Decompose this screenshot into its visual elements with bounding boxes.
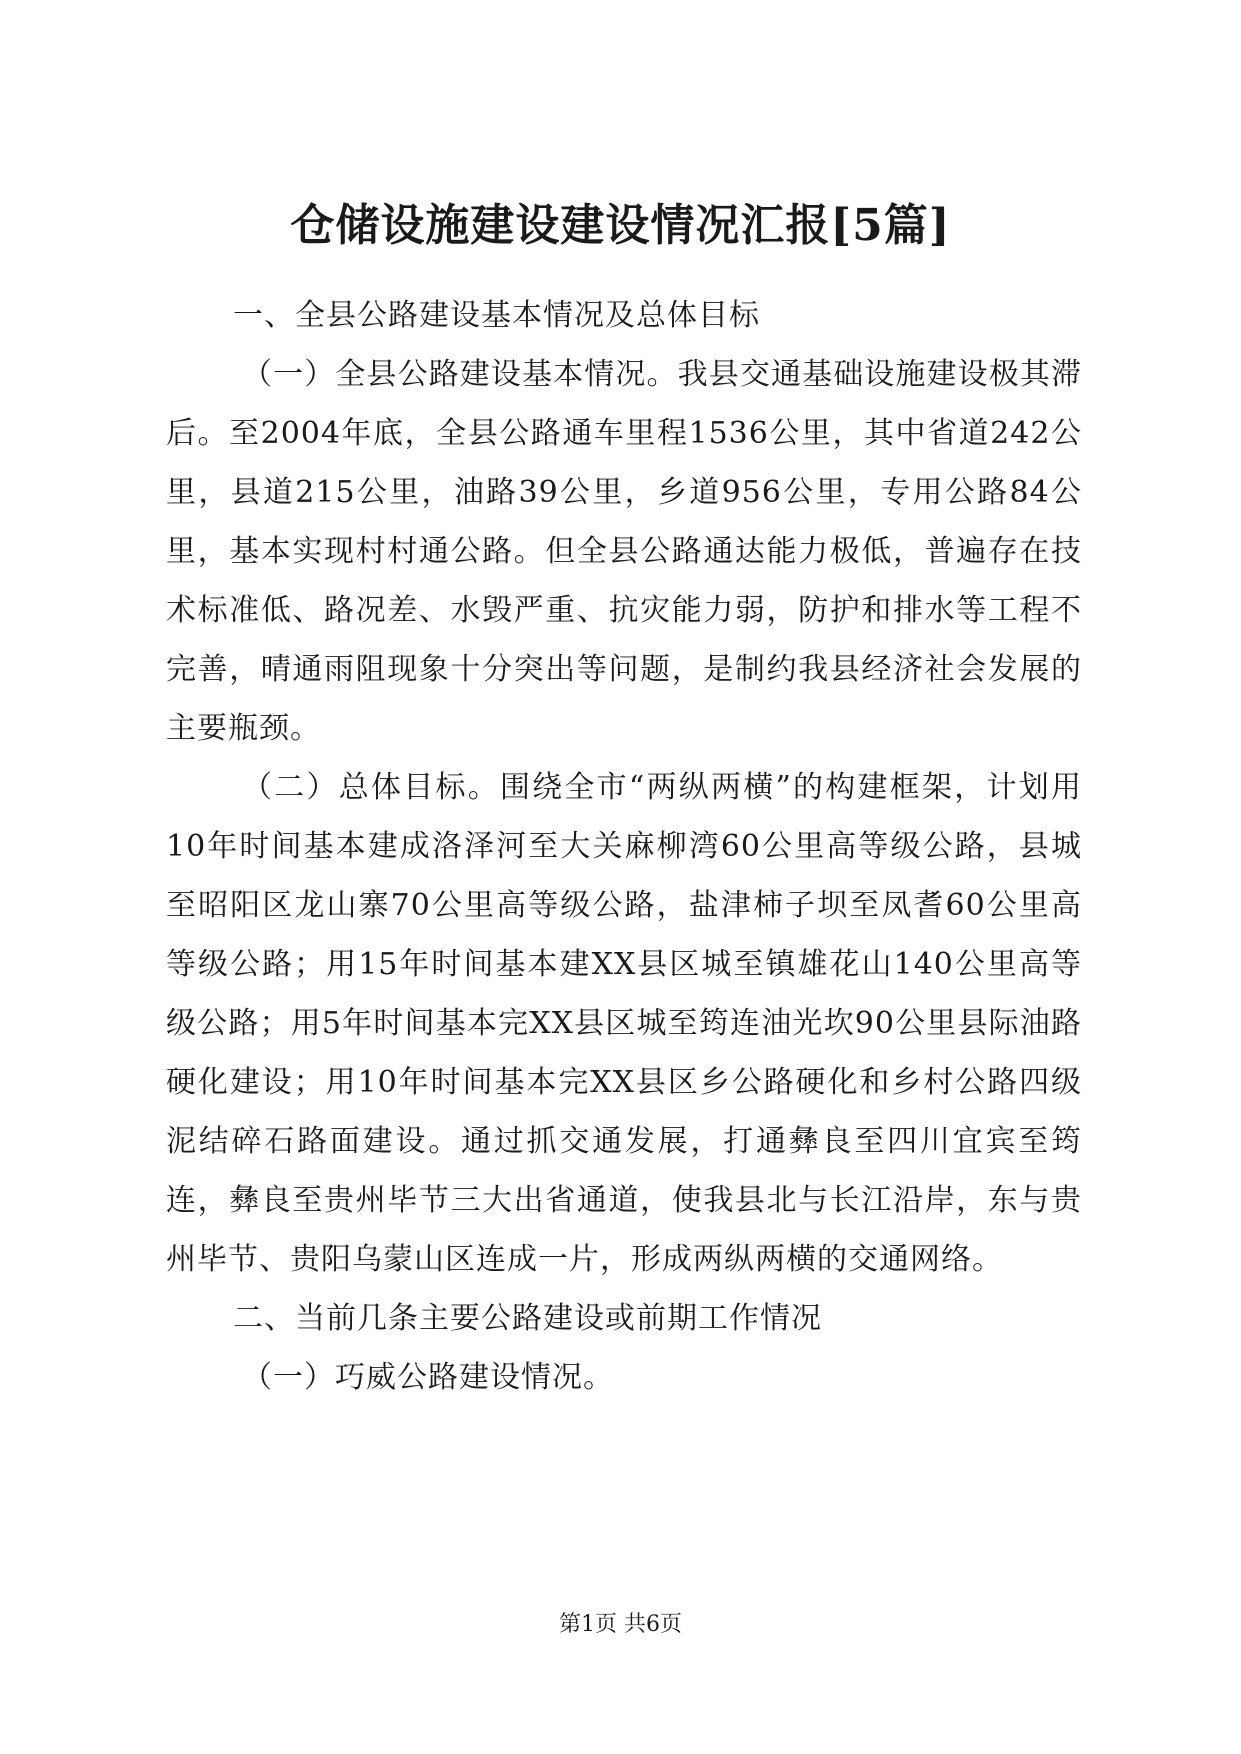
paragraph-basic-situation: （一）全县公路建设基本情况。我县交通基础设施建设极其滞后。至2004年底，全县公路通车里程1536公里，其中省道242公里，县道215公里，油路39公里，乡道956公里，专用公路84公里，基本实现村村通公路。但全县公路通达能力极低，普遍存在技术标准低、路况差、水毁严重、抗灾能力弱，防护和排水等工程不完善，晴通雨阻现象十分突出等问题，是制约我县经济社会发展的主要瓶颈。 [166, 357, 1082, 746]
page-number-footer: 第1页 共6页 [559, 1612, 682, 1637]
section-heading-1: 一、全县公路建设基本情况及总体目标 [233, 298, 760, 333]
paragraph-qiaowei-road: （一）巧威公路建设情况。 [242, 1360, 614, 1395]
section-heading-2: 二、当前几条主要公路建设或前期工作情况 [233, 1301, 822, 1336]
document-title: 仓储设施建设建设情况汇报[5篇] [290, 200, 951, 251]
paragraph-overall-goal: （二）总体目标。围绕全市“两纵两横”的构建框架，计划用10年时间基本建成洛泽河至大关麻柳湾60公里高等级公路，县城至昭阳区龙山寨70公里高等级公路，盐津柿子坝至凤耆60公里高等级公路；用15年时间基本建XX县区城至镇雄花山140公里高等级公路；用5年时间基本完XX县区城至筠连油光坎90公里县际油路硬化建设；用10年时间基本完XX县区乡公路硬化和乡村公路四级泥结碎石路面建设。通过抓交通发展，打通彝良至四川宜宾至筠连，彝良至贵州毕节三大出省通道，使我县北与长江沿岸，东与贵州毕节、贵阳乌蒙山区连成一片，形成两纵两横的交通网络。 [166, 770, 1082, 1277]
document-body [166, 286, 1082, 1407]
